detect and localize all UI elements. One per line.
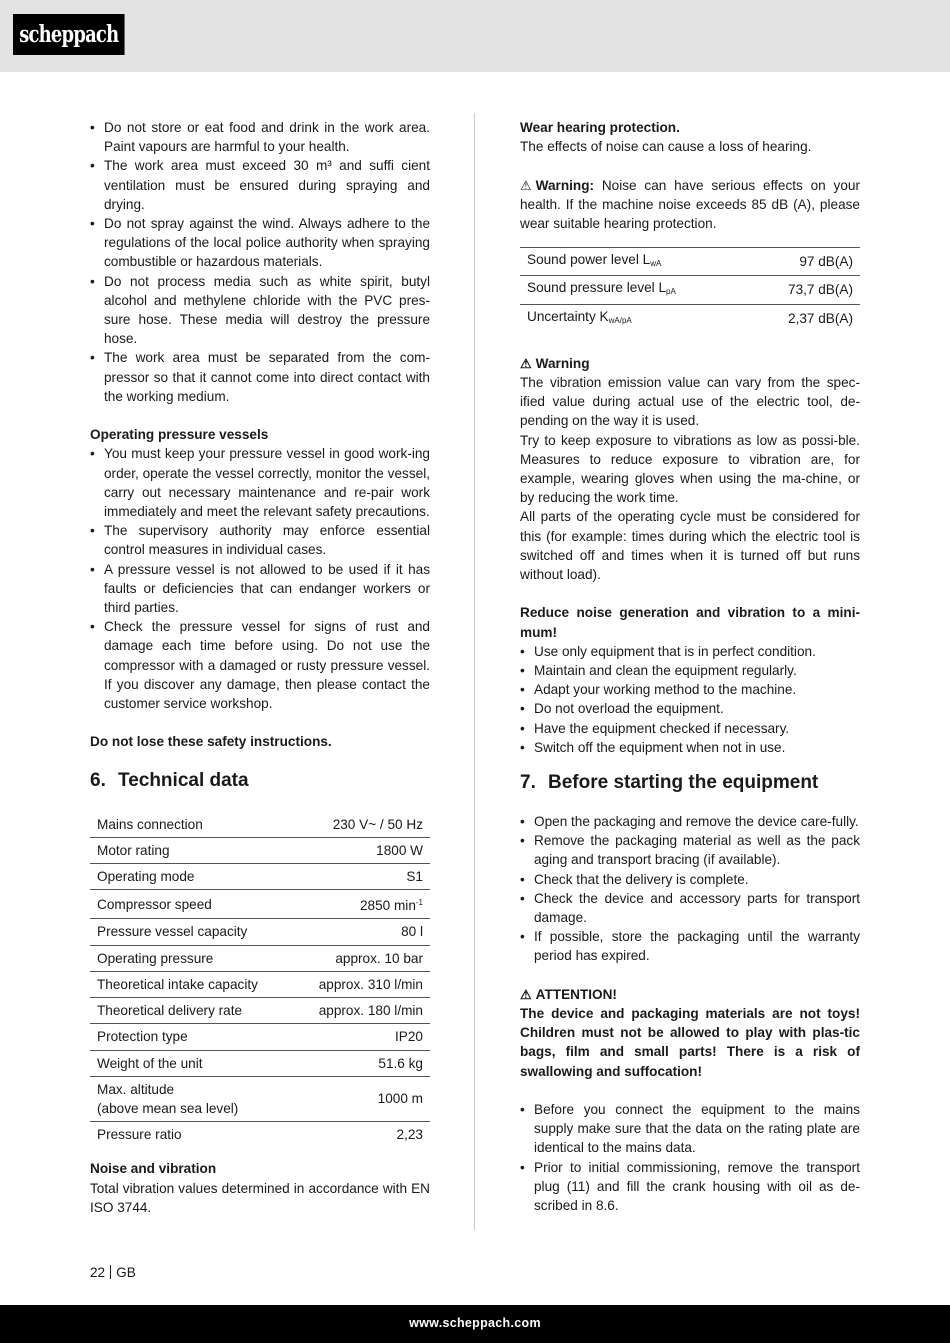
list-item: • Do not store or eat food and drink in the work area. Paint vapours are harmful to your health. — [90, 118, 430, 156]
column-divider — [474, 113, 475, 1230]
row-value: 80 l — [401, 924, 423, 940]
technical-data-table — [90, 812, 430, 1148]
list-item: • Prior to initial commissioning, remove the transport plug (11) and fill the crank housing with oil as de-scribed in 8.6. — [520, 1158, 860, 1216]
list-item: • If possible, store the packaging until the warranty period has expired. — [520, 927, 860, 965]
noise-values-table — [520, 247, 860, 332]
page-language: GB — [116, 1265, 136, 1280]
row-label: Mains connection — [97, 816, 203, 832]
left-column — [90, 118, 430, 1217]
warning-label: Warning — [535, 355, 590, 371]
page-number-value: 22 — [90, 1265, 106, 1280]
list-item: • Check that the delivery is complete. — [520, 870, 860, 889]
vibration-paragraph: Try to keep exposure to vibrations as low as possi-ble. Measures to reduce exposure to vibration are, for example, wearing gloves when using the ma-chine, or by reducing the work time. — [520, 432, 860, 506]
table-row — [90, 890, 430, 919]
footer-bar — [0, 1305, 950, 1343]
row-label: Protection type — [97, 1029, 188, 1045]
table-row — [90, 1050, 430, 1076]
pressure-vessels-heading: Operating pressure vessels — [90, 427, 269, 443]
reduce-noise-heading: Reduce noise generation and vibration to a mini-mum! — [520, 605, 860, 640]
row-label: Weight of the unit — [97, 1055, 203, 1071]
warning-triangle-icon: ⚠ — [520, 986, 532, 1002]
noise-vibration-text: Total vibration values determined in accordance with EN ISO 3744. — [90, 1180, 430, 1215]
row-value: approx. 180 l/min — [318, 1003, 423, 1019]
warning-label: Warning: — [535, 177, 595, 193]
header-bar — [0, 0, 950, 72]
row-label: Theoretical intake capacity — [97, 976, 258, 992]
label-text: Sound pressure level L — [527, 280, 667, 296]
row-label: Operating pressure — [97, 950, 214, 966]
list-item: • Do not overload the equipment. — [520, 699, 860, 718]
row-value: 1800 W — [376, 842, 423, 858]
label-line: (above mean sea level) — [97, 1100, 239, 1116]
list-item: • Before you connect the equipment to the mains supply make sure that the data on the rating plate are identical to the mains data. — [520, 1100, 860, 1158]
section-number: 7. — [520, 772, 536, 794]
row-label — [520, 276, 749, 304]
list-item: • Have the equipment checked if necessary. — [520, 719, 860, 738]
section-7-heading — [520, 771, 860, 795]
table-row — [90, 1024, 430, 1050]
website-url: www.scheppach.com — [409, 1316, 541, 1330]
table-row — [90, 1122, 430, 1148]
intro-bullet-list — [90, 118, 430, 406]
row-label: Theoretical delivery rate — [97, 1003, 243, 1019]
table-row — [90, 919, 430, 945]
section-title: Before starting the equipment — [548, 772, 819, 794]
row-label: Motor rating — [97, 842, 170, 858]
row-value: 2,23 — [396, 1127, 423, 1143]
section-6-heading — [90, 769, 430, 793]
table-row — [520, 248, 860, 276]
list-item: • Check the pressure vessel for signs of rust and damage each time before using. Do not use the compressor with a damaged or rusty pressure vessel. If you discover any damage, then please contact the customer service workshop. — [90, 617, 430, 713]
row-label: Compressor speed — [97, 896, 212, 912]
label-line: Max. altitude — [97, 1081, 175, 1097]
row-value: 73,7 dB(A) — [788, 282, 853, 298]
row-label — [90, 1076, 293, 1121]
brand-logo: scheppach — [13, 14, 125, 55]
label-subscript: pA — [666, 287, 676, 297]
row-value: 230 V~ / 50 Hz — [332, 816, 423, 832]
attention-heading — [520, 985, 860, 1004]
label-text: Uncertainty K — [527, 308, 609, 324]
warning-text: Noise can have serious effects on your health. If the machine noise exceeds 85 dB (A), please wear suitable hearing protection. — [520, 177, 860, 231]
label-text: Sound power level L — [527, 252, 651, 268]
row-value: IP20 — [395, 1029, 423, 1045]
section-number: 6. — [90, 769, 106, 791]
noise-vibration-heading: Noise and vibration — [90, 1161, 217, 1177]
list-item: • Switch off the equipment when not in use. — [520, 738, 860, 757]
attention-text: The device and packaging materials are not toys! Children must not be allowed to play with plas-tic bags, film and small parts! There is a risk of swallowing and suffocation! — [520, 1006, 860, 1079]
list-item: • Use only equipment that is in perfect condition. — [520, 642, 860, 661]
list-item: • Check the device and accessory parts for transport damage. — [520, 889, 860, 927]
list-item: • The work area must exceed 30 m³ and suffi cient ventilation must be ensured during spraying and drying. — [90, 156, 430, 214]
page-separator — [110, 1265, 111, 1279]
table-row — [90, 812, 430, 838]
vibration-paragraph: The vibration emission value can vary from the spec-ified value during actual use of the electric tool, de-pending on the way it is used. — [520, 375, 860, 429]
warning-triangle-icon: ⚠ — [520, 177, 532, 193]
row-label — [520, 304, 749, 332]
table-row — [90, 837, 430, 863]
row-label: Operating mode — [97, 869, 195, 885]
section-title: Technical data — [118, 769, 249, 791]
row-label: Pressure ratio — [97, 1127, 182, 1143]
hearing-protection-text: The effects of noise can cause a loss of hearing. — [520, 139, 812, 155]
hearing-protection-heading: Wear hearing protection. — [520, 120, 680, 135]
table-row — [90, 998, 430, 1024]
before-start-bullet-list — [520, 812, 860, 966]
table-row — [520, 276, 860, 304]
list-item: • A pressure vessel is not allowed to be used if it has faults or deficiencies that can endanger workers or third parties. — [90, 560, 430, 618]
row-value: 2,37 dB(A) — [788, 310, 853, 326]
row-value: approx. 310 l/min — [318, 976, 423, 992]
pressure-bullet-list — [90, 444, 430, 713]
vibration-paragraph: All parts of the operating cycle must be considered for this (for example: times during which the electric tool is switched off and times when it is turned off but runs without load). — [520, 509, 860, 583]
row-value — [293, 890, 430, 919]
label-subscript: wA/pA — [608, 315, 632, 325]
row-value: 1000 m — [377, 1091, 423, 1107]
list-item: • Open the packaging and remove the device care-fully. — [520, 812, 860, 831]
list-item: • The work area must be separated from the com-pressor so that it cannot come into direct contact with the working medium. — [90, 348, 430, 406]
attention-label: ATTENTION! — [535, 986, 617, 1002]
page-number — [90, 1265, 136, 1280]
list-item: • Do not spray against the wind. Always adhere to the regulations of the local police authority when spraying combustible or hazardous materials. — [90, 214, 430, 272]
table-row — [90, 945, 430, 971]
label-subscript: wA — [650, 259, 662, 269]
row-label: Pressure vessel capacity — [97, 924, 248, 940]
table-row — [520, 304, 860, 332]
table-row — [90, 864, 430, 890]
list-item: • Adapt your working method to the machine. — [520, 680, 860, 699]
reduce-noise-bullet-list — [520, 642, 860, 757]
right-column — [520, 118, 860, 1215]
table-row — [90, 971, 430, 997]
list-item: • The supervisory authority may enforce essential control measures in individual cases. — [90, 521, 430, 559]
vibration-warning-heading — [520, 354, 860, 373]
list-item: • Do not process media such as white spirit, butyl alcohol and methylene chloride with the PVC pres-sure hose. These media will destroy the pressure hose. — [90, 272, 430, 349]
value-exponent: -1 — [415, 898, 423, 908]
warning-triangle-icon: ⚠ — [520, 355, 532, 371]
noise-warning — [520, 176, 860, 234]
row-value: 51.6 kg — [378, 1055, 423, 1071]
row-value: 97 dB(A) — [799, 254, 853, 270]
list-item: • Remove the packaging material as well as the pack aging and transport bracing (if available). — [520, 831, 860, 869]
keep-instructions-note: Do not lose these safety instructions. — [90, 734, 332, 750]
row-value: approx. 10 bar — [335, 950, 423, 966]
list-item: • Maintain and clean the equipment regularly. — [520, 661, 860, 680]
final-bullet-list — [520, 1100, 860, 1215]
table-row — [90, 1076, 430, 1121]
row-label — [520, 248, 749, 276]
list-item: • You must keep your pressure vessel in good work-ing order, operate the vessel correctly, monitor the vessel, carry out necessary maintenance and re-pair work immediately and meet the relevant safety precautions. — [90, 444, 430, 521]
value-text: 2850 min — [359, 898, 416, 914]
row-value: S1 — [406, 869, 423, 885]
